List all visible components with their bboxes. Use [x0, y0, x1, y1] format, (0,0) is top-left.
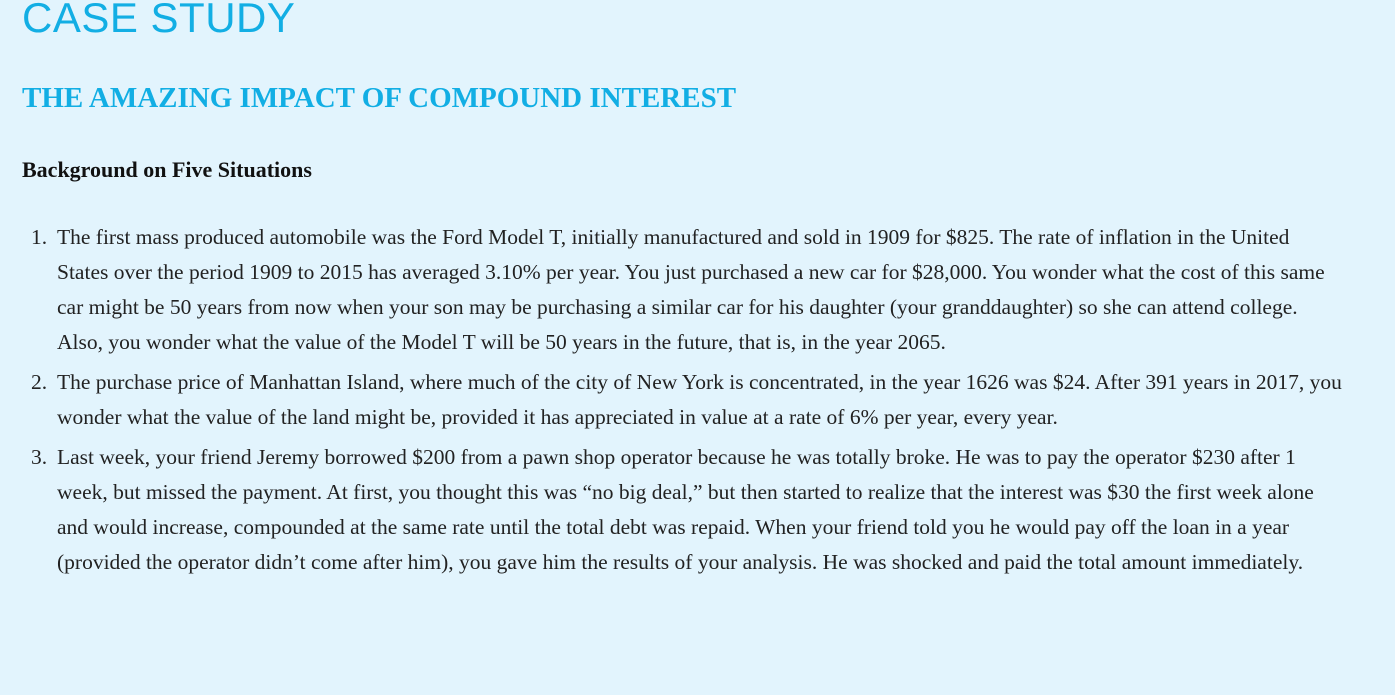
section-heading: Background on Five Situations: [22, 157, 312, 182]
situation-text: Last week, your friend Jeremy borrowed $200 from a pawn shop operator because he was totally broke. He was to pay the operator $230 after 1 week, but missed the payment. At first, you thought this was “no big deal,” but then started to realize that the interest was $30 the first week alone and would increase, compounded at the same rate until the total debt was repaid. When your friend told you he would pay off the loan in a year (provided the operator didn’t come after him), you gave him the results of your analysis. He was shocked and paid the total amount immediately.: [57, 445, 1314, 574]
situation-number: 1.: [31, 225, 48, 249]
case-study-label: CASE STUDY: [22, 0, 296, 41]
situation-item: [31, 365, 1342, 435]
situation-number: 3.: [31, 445, 48, 469]
situation-text: The first mass produced automobile was the Ford Model T, initially manufactured and sold in 1909 for $825. The rate of inflation in the United States over the period 1909 to 2015 has averaged 3.10% per year. You just purchased a new car for $28,000. You wonder what the cost of this same car might be 50 years from now when your son may be purchasing a similar car for his daughter (your granddaughter) so she can attend college. Also, you wonder what the value of the Model T will be 50 years in the future, that is, in the year 2065.: [57, 225, 1325, 354]
situation-text: The purchase price of Manhattan Island, where much of the city of New York is concentrated, in the year 1626 was $24. After 391 years in 2017, you wonder what the value of the land might be, provided it has appreciated in value at a rate of 6% per year, every year.: [57, 370, 1342, 429]
situation-item: [31, 220, 1342, 360]
case-study-title: THE AMAZING IMPACT OF COMPOUND INTEREST: [22, 82, 737, 114]
situation-item: [31, 440, 1342, 580]
situations-list: [0, 220, 1342, 585]
situation-number: 2.: [31, 370, 48, 394]
